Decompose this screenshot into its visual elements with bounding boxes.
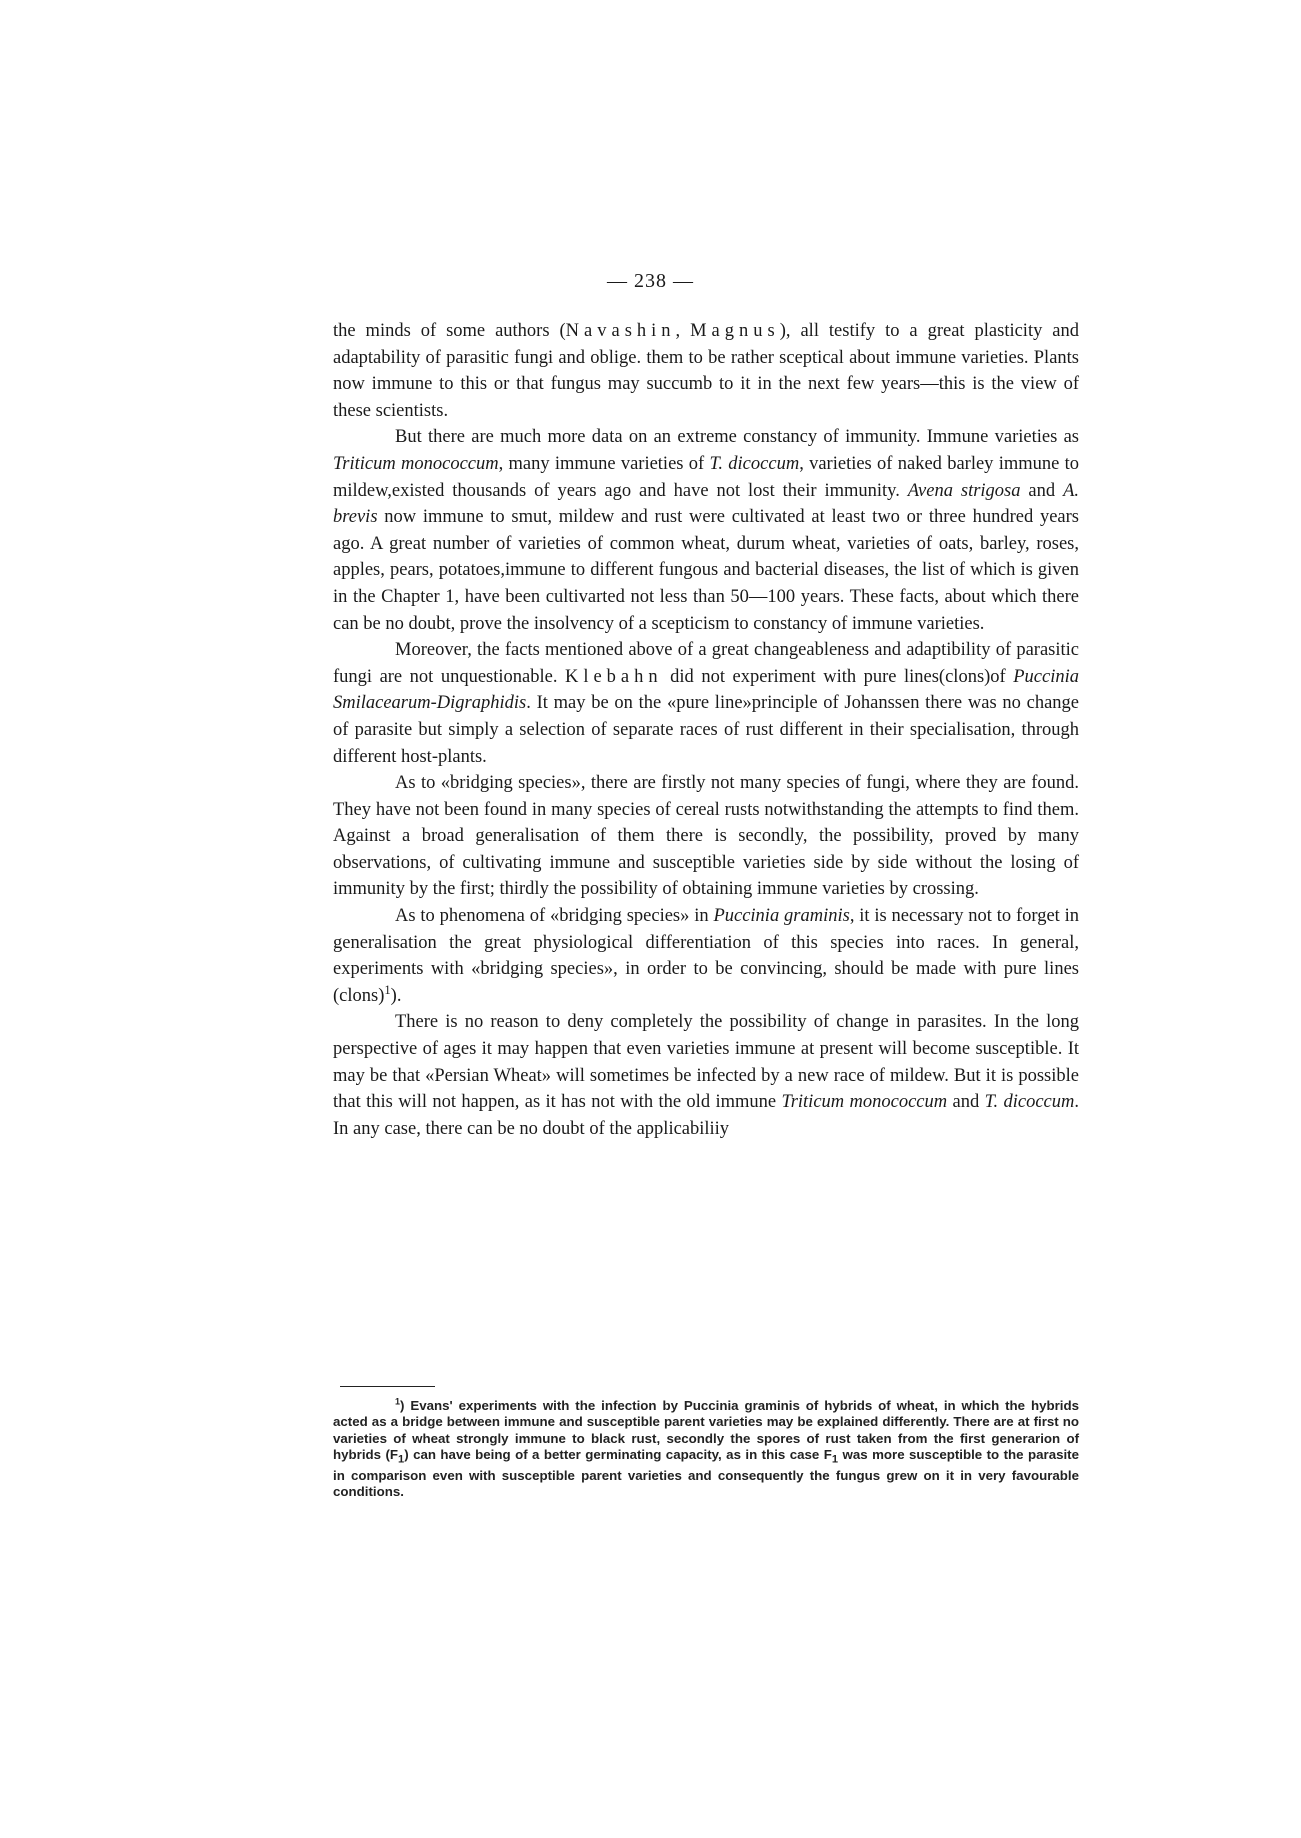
footnote-text-3: was more susceptible to the parasite in comparison even with susceptible parent varieties and consequently the fungus grew on it in very favourable conditions. [333,1446,1080,1500]
author-name-magnus: Magnus [690,321,780,341]
footnote-paragraph [333,1398,1079,1500]
author-name-klebahn: Klebahn [564,666,663,687]
paragraph-2-text-3: , varieties of naked barley immune to mildew,existed thousands of years ago and have not lost their immunity. [333,453,1080,501]
paragraph-4: As to «bridging species», there are firstly not many species of fungi, where they are found. They have not been found in many species of cereal rusts notwithstanding the attempts to find them. Against a broad generalisation of them there is secondly, the possibility, proved by many observations, of cultivating immune and susceptible varieties side by side without the losing of immunity by the first; thirdly the possibility of obtaining immune varieties by crossing. [333,773,1079,900]
page-number: — 238 — [607,270,694,292]
paragraph-6 [333,1009,1079,1142]
footnote-text-2: ) can have being of a better germinating capacity, as in this case F [404,1446,832,1462]
footnote-reference: 1 [384,982,391,997]
paragraph-6-text-1: There is no reason to deny completely the possibility of change in parasites. In the long perspective of ages it may happen that even varieties immune at present will become susceptible. It may be that «Persian Wheat» will sometimes be infected by a new race of mildew. But it is possible that this will not happen, as it has not with the old immune [333,1012,1079,1113]
paragraph-1 [333,318,1079,424]
species-name: Triticum monococcum [781,1092,948,1113]
paragraph-2-text-4: and [1020,480,1064,501]
author-name-navashin: Navashin [565,321,676,341]
paragraph-1-text-1: the minds of some authors ( [333,321,566,341]
species-name: Puccinia Smilacearum-Digraphidis [333,666,1079,714]
paragraph-2 [333,424,1079,637]
species-name: Triticum monococcum [333,453,499,474]
paragraph-5-text-1: As to phenomena of «bridging species» in [395,906,714,927]
footnote-text-1: ) Evans' experiments with the infection by Puccinia graminis of hybrids of wheat, in which the hybrids acted as a bridge between immune and susceptible parent varieties may be explained differently. There are at first no varieties of wheat strongly immune to black rust, secondly the spores of rust taken from the first generarion of hybrids (F [333,1398,1079,1462]
species-name: T. dicoccum [709,453,800,474]
footnote-subscript: 1 [398,1453,405,1466]
species-name: A. brevis [333,480,1079,528]
footnote-marker: 1 [395,1396,401,1407]
paragraph-3 [333,637,1079,770]
paragraph-5 [333,903,1079,1009]
footnote-divider [340,1386,435,1387]
footnote-subscript: 1 [831,1453,839,1466]
paragraph-5-text-2: , it is necessary not to forget in generalisation the great physiological differentiation of this species into races. In general, experiments with «bridging species», in order to be convincing, should be made with pure lines (clons) [333,906,1080,1006]
paragraph-6-text-2: and [947,1092,985,1113]
paragraph-2-text-2: , many immune varieties of [498,453,710,474]
paragraph-3-text-1: Moreover, the facts mentioned above of a great changeableness and adaptibility of parasitic fungi are not unquestionable. [333,640,1079,687]
paragraph-1-text-2: , [675,321,691,341]
paragraph-3-text-3: . It may be on the «pure line»principle of Johanssen there was no change of parasite but simply a selection of separate races of rust different in their specialisation, through different host-plants. [333,693,1079,767]
species-name: T. dicoccum [984,1092,1075,1113]
paragraph-2-text-1: But there are much more data on an extreme constancy of immunity. Immune varieties as [395,427,1079,448]
paragraph-6-text-3: . In any case, there can be no doubt of the applicabiliiy [333,1092,1079,1139]
footnote [333,1398,1079,1500]
species-name: Avena strigosa [907,480,1021,501]
species-name: Puccinia graminis [713,906,850,927]
body-text [333,318,1079,1142]
paragraph-1-text-3: ), all testify to a great plasticity and adaptability of parasitic fungi and oblige. them to be rather sceptical about immune varieties. Plants now immune to this or that fungus may succumb to it in the next few years—this is the view of these scientists. [333,321,1079,421]
paragraph-2-text-5: now immune to smut, mildew and rust were cultivated at least two or three hundred years ago. A great number of varieties of common wheat, durum wheat, varieties of oats, barley, roses, apples, pears, potatoes,immune to different fungous and bacterial diseases, the list of which is given in the Chapter 1, have been cultivarted not less than 50—100 years. These facts, about which there can be no doubt, prove the insolvency of a scepticism to constancy of immune varieties. [333,507,1079,634]
paragraph-5-text-3: ). [390,985,402,1006]
paragraph-3-text-2: did not experiment with pure lines(clons)of [662,666,1014,687]
